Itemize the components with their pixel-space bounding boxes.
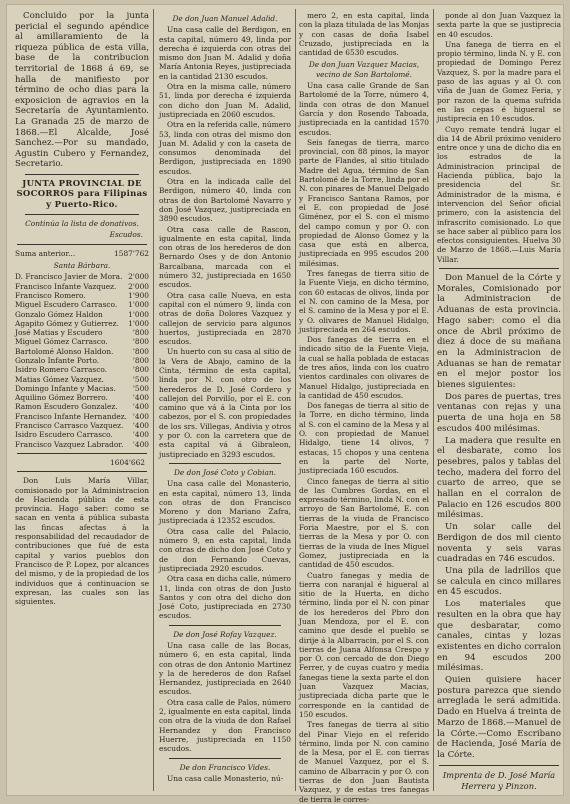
property-list xyxy=(299,81,429,804)
donation-amount: 1'000 xyxy=(128,309,149,319)
lot-item: La madera que resulte en el desbarate, como los pesebres, palos y tablas del techo, madera del forro del cuarto de arreo, que se hallan en el corralon de Palacio en 126 escudos 800 milésimas. xyxy=(437,435,561,521)
property-item: Una casa calle de las Bocas, número 6, en esta capital, linda con otras de don Antonio Martinez y la de herederos de don Rafael Hernandez, justipreciada en 2640 escudos. xyxy=(159,641,291,697)
donor-name: Isidro Romero Carrasco. xyxy=(15,365,108,375)
paragraph: Una fanega de tierra en el propio término, linda N. y E. con propiedad de Domingo Perez Vazquez, S. por la madre para el paso de las aguas y al O. con viña de Juan de Gomez Feria, y por razon de la quema sufrida en las cepas é higueral se justiprecia en 10 escudos. xyxy=(437,39,561,124)
newspaper-page xyxy=(6,4,564,804)
donation-row xyxy=(15,310,149,319)
owner-heading: De don Francisco Vides. xyxy=(179,762,271,772)
donation-row xyxy=(15,375,149,384)
donation-amount: '500 xyxy=(132,374,149,384)
printer-imprint: Imprenta de D. José María Herrera y Pinzon. xyxy=(442,769,556,791)
property-item: Cuatro fanegas y media de tierra con naranjal é higueral al sitio de la Huerta, en dicho término, linda por el N. con pinar de los herederos del Pbro don Juan Mendoza, por el E. con camino que desde el pueblo se dirije á la Albarracin, por el S. con tierras de Juana Alfonsa Crespo y por O. con cercado de don Diego Ferrer, y de cuyas cuatro y media fanegas tiene la sexta parte el don Juan Vazquez Macias, justipreciada dicha parte que le corresponde en la cantidad de 150 escudos. xyxy=(299,570,429,719)
donations-total: 1604'662 xyxy=(110,457,145,467)
column-4 xyxy=(437,11,561,791)
property-item: Una casa calle del Berdigon, en esta capital, número 49, linda por derecha é izquierda con otras del mismo don Juan M. Adalid y doña María Antonia Reyes, justipreciada en la cantidad 2130 escudos. xyxy=(159,25,291,81)
property-item: Seis fanegas de tierra, marco provincial, con 88 pinos, la mayor parte de Flandes, al sitio titulado Madre del Agua, término de San Bartolomé de la Torre, linda por el N. con pinares de Manuel Delgado y Francisco Santana Ramos, por el E. con propiedad de José Giménez, por el S. con el mismo del campo comun y por O. con propiedad de Alonso Gomez y la casa que está en alberca, justipreciada en 995 escudos 200 milésimas. xyxy=(299,137,429,268)
donation-row xyxy=(15,291,149,300)
donor-name: Francisco Vazquez Labrador. xyxy=(15,439,124,449)
donor-name: Francisco Romero. xyxy=(15,290,86,300)
divider xyxy=(17,453,147,454)
donation-amount: '400 xyxy=(132,430,149,440)
owner-heading: De don José Coto y Cobian. xyxy=(174,467,276,477)
column-3 xyxy=(299,11,429,804)
donation-amount: 1'000 xyxy=(128,300,149,310)
divider xyxy=(169,463,281,464)
municipal-notice: Concluido por la junta pericial el segundo apéndice al amillaramiento de la riqueza pública de esta villa, base de la contribucion territorial de 1868 á 69, se halla de manifiesto por término de ocho dias para la exposicion de agravios en la Secretaría de Ayuntamiento. La Granada 25 de marzo de 1868.—El Alcalde, José Sanchez.—Por su mandado, Agustin Cubero y Fernandez, Secretario. xyxy=(15,11,149,170)
donation-row xyxy=(15,440,149,449)
donor-name: Francisco Carrasco Vazquez. xyxy=(15,421,124,431)
lot-item: Una pila de ladrillos que se calcula en cinco millares en 45 escudos. xyxy=(437,566,561,598)
previous-sum-label: Suma anterior... xyxy=(15,248,76,258)
donation-amount: 1'900 xyxy=(128,290,149,300)
divider xyxy=(439,268,559,269)
property-item: Dos fanegas de tierra en el indicado sitio de la Fuente Vieja, la cual se halla poblada de estacas de tres años, linda con los cuatro vientos cardinales con olivares de Manuel Hidalgo, justipreciada en la cantidad de 450 escudos. xyxy=(299,335,429,400)
property-item: Otra casa calle del Palacio, número 9, en esta capital, linda con otras de dicho don José Coto y de don Fernando Cuevas, justipreciada 2920 escudos. xyxy=(159,526,291,573)
lot-item: Dos pares de puertas, tres ventanas con rejas y una puerta de una hoja en 58 escudos 400 milésimas. xyxy=(437,391,561,434)
donor-name: D. Francisco Javier de Mora. xyxy=(15,272,123,282)
paragraph: Cuyo remate tendrá lugar el dia 14 de Abril próximo venidero entre once y una de dicho dia en los estrados de la Administracion principal de Hacienda pública, bajo la presidencia del Sr. Administrador de la misma, é intervencion del Señor oficial primero, con la asistencia del infrascrito comisionado. Lo que se hace saber al público para los efectos consiguientes. Huelva 30 de Marzo de 1868.—Luis María Villar. xyxy=(437,124,561,264)
column-2 xyxy=(159,11,291,791)
donation-row xyxy=(15,319,149,328)
donation-row xyxy=(15,402,149,411)
list-continues-note: Continúa la lista de donativos. xyxy=(25,219,139,229)
donor-name: Miguel Gómez Carrasco. xyxy=(15,337,108,347)
paragraph: mero 2, en esta capital, linda con la plaza titulada de las Monjas y con casas de doña Isabel Cruzado, justipreciada en la cantidad de 6530 escudos. xyxy=(299,11,429,58)
donation-row xyxy=(15,412,149,421)
previous-sum-value: 1587'762 xyxy=(114,248,149,258)
divider xyxy=(439,765,559,766)
donor-name: José Matias y Escudero xyxy=(15,328,103,338)
donation-row xyxy=(15,328,149,337)
donation-amount: '800 xyxy=(132,346,149,356)
donation-row xyxy=(15,300,149,309)
property-item: Otra en la referida calle, número 53, linda con otras del mismo don Juan M. Adalid y con la caseta de consumos denominada del Berdigon, justipreciada en 1890 escudos. xyxy=(159,120,291,176)
donation-row xyxy=(15,337,149,346)
owner-heading: De don José Rofay Vazquez. xyxy=(173,629,277,639)
column-rule xyxy=(295,9,296,791)
donation-row xyxy=(15,272,149,281)
donation-amount: '800 xyxy=(132,355,149,365)
divider xyxy=(25,214,139,215)
donor-name: Bartolomé Alonso Haldon. xyxy=(15,346,114,356)
property-item: Otra en la indicada calle del Berdigon, número 40, linda con otras de don Bartolomé Navarro y don José Vazquez, justipreciada en 3890 escudos. xyxy=(159,177,291,224)
donation-amount: '800 xyxy=(132,328,149,338)
donor-name: Francisco Infante Vazquez. xyxy=(15,281,117,291)
property-item: Tres fanegas de tierra al sitio del Pinar Viejo en el referido término, linda por N. con camino de la Mesa, por el E. con tierras de Manuel Vazquez, por el S. camino de Albarracin y por O. con tierras de don Juan Bautista Vazquez, y de estas tres fanegas de tierra le corres- xyxy=(299,720,429,804)
donation-amount: '400 xyxy=(132,411,149,421)
divider xyxy=(169,758,281,759)
donation-list xyxy=(15,272,149,449)
divider xyxy=(169,625,281,626)
donation-amount: 2'000 xyxy=(128,272,149,282)
auction-notice-intro: Don Luis María Villar, comisionado por la Administracion de Hacienda pública de esta provincia. Hago saber: como se sacan en venta á pública subasta las fincas afectas á la responsabilidad del recaudador de contribuciones que fué de esta capital y varios pueblos don Francisco de P. Lopez, por alcances del mismo, y de la propiedad de los individuos que á continuacion se expresan, las cuales son las siguientes. xyxy=(15,476,149,607)
donation-amount: '400 xyxy=(132,439,149,449)
donor-name: Matias Gómez Vazquez. xyxy=(15,374,104,384)
customs-notice: Don Manuel de la Córte y Morales, Comisionado por la Administracion de Aduanas de esta provincia. Hago saber: como el dia once de Abril próximo de diez á doce de su mañana en la Administracion de Aduanas se han de rematar en el mejor postor los bienes siguientes: xyxy=(437,273,561,391)
property-item: Otra casa en dicha calle, número 11, linda con otras de don Justo Santos y con otra del dicho don José Coto, justipreciada en 2730 escudos. xyxy=(159,574,291,621)
property-item: Tres fanegas de tierra sitio de la Fuente Vieja, en dicho término, con 60 estacas de olivos, linda por el N. con camino de la Mesa, por el S. camino de la Mesa y por el E. y O. olivares de Manuel Hidalgo, justipreciada en 264 escudos. xyxy=(299,269,429,334)
owner-heading: De don Juan Vazquez Macias, vecino de San Bartolomé. xyxy=(308,60,420,79)
property-item: Una casa calle Grande de San Bartolomé de la Torre, número 4, linda con otras de don Manuel García y don Rosendo Taboada, justipreciada en la cantidad 1570 escudos. xyxy=(299,81,429,137)
donation-row xyxy=(15,282,149,291)
lot-item: Los materiales que resulten en la obra que hay que desbaratar, como canales, cintas y lozas existentes en dicho corralon en 94 escudos 200 milésimas. xyxy=(437,599,561,674)
donation-amount: 2'000 xyxy=(128,281,149,291)
divider xyxy=(25,174,139,175)
paragraph: ponde al don Juan Vazquez la sexta parte la que se justiprecia en 40 escudos. xyxy=(437,11,561,39)
donation-row xyxy=(15,356,149,365)
donation-amount: '400 xyxy=(132,393,149,403)
property-item: Otra casa calle de Rascon, igualmente en esta capital, linda con otras de los herederos de don Bernardo Oses y de don Antonio Barcalbana, marcada con el número 32, justipreciada en 1650 escudos. xyxy=(159,224,291,290)
donor-name: Agapito Gómez y Gutierrez. xyxy=(15,318,119,328)
donor-name: Domingo Infante y Macias. xyxy=(15,383,116,393)
owner-heading: De don Juan Manuel Adalid. xyxy=(172,14,278,23)
donor-name: Gonzalo Gómez Haldon xyxy=(15,309,103,319)
property-item: Otra en la misma calle, número 51, linda por derecha é izquierda con dicho don Juan M. Adalid, justipreciada en 2060 escudos. xyxy=(159,82,291,119)
divider xyxy=(17,471,147,472)
property-item: Otra casa calle Nueva, en esta capital con el número 9, linda con otras de doña Dolores Vazquez y callejon de servicio para algunos huertos, justipreciada en 2870 escudos. xyxy=(159,290,291,347)
donation-row xyxy=(15,393,149,402)
donor-name: Isidro Escudero Carrasco. xyxy=(15,430,113,440)
property-item: Un huerto con su casa al sitio de la Vera de Abajo, camino de la Cinta, término de esta capital, linda por N. con otro de los herederos de D. José Cordero y callejon del Porvillo, por el E. con camino que vá á la Cinta por los cabezos, por el S. con propiedades de los srs. Villegas, Andivia y otros y por O. con la carretera que de esta capital vá á Gibraleon, justipreciado en 3293 escudos. xyxy=(159,347,291,459)
donor-name: Miguel Escudero Carrasco. xyxy=(15,300,118,310)
donation-row xyxy=(15,430,149,439)
previous-sum-row xyxy=(15,249,149,258)
junta-title: JUNTA PROVINCIAL DE SOCORROS para Filipinas y Puerto-Rico. xyxy=(16,178,148,210)
column-rule xyxy=(153,9,154,791)
divider xyxy=(17,244,147,245)
property-item: Cinco fanegas de tierra al sitio de las Cumbres Gordas, en el expresado término, linda N. con el arroyo de San Bartolomé, E. con tierras de la viuda de Francisco Foria Maestre, por el S. con tierras de la Mesa y por O. con tierras de la viuda de Ines Miguel Gomez, justipreciada en la cantidad de 450 escudos. xyxy=(299,476,429,570)
donor-name: Aquilino Gómez Borrero. xyxy=(15,393,108,403)
property-item: Otra casa calle de Palos, número 2, igualmente en esta capital, linda con otra de la viuda de don Rafael Hernandez y don Francisco Huerre, justipreciada en 1150 escudos. xyxy=(159,697,291,754)
property-item: Dos fanegas de tierra al sitio de la Torre, en dicho término, linda al S. con el camino de la Mesa y al O. con propiedad de Manuel Hidalgo, tiene 14 olivos, 7 estacas, 15 chopos y una centena en la parte del Norte, justipreciada 160 escudos. xyxy=(299,401,429,476)
donation-row xyxy=(15,347,149,356)
donation-amount: '800 xyxy=(132,365,149,375)
donor-name: Ramon Escudero Gonzalez. xyxy=(15,402,118,412)
column-rule xyxy=(433,9,434,791)
donation-amount: 1'000 xyxy=(128,318,149,328)
donation-row xyxy=(15,421,149,430)
property-item: Una casa calle Monasterio, nú- xyxy=(167,773,284,783)
escudos-header: Escudos. xyxy=(109,230,143,240)
column-1 xyxy=(15,11,149,791)
donor-name: Francisco Infante Hernandez. xyxy=(15,411,127,421)
donation-amount: '500 xyxy=(132,383,149,393)
donor-name: Gonzalo Infante Porto. xyxy=(15,355,100,365)
closing-paragraph: Quien quisiere hacer postura parezca que siendo arreglada le será admitida. Dado en Huelva á treinta de Marzo de 1868.—Manuel de la Córte.—Como Escribano de Hacienda, José María de la Córte. xyxy=(437,675,561,760)
donation-row xyxy=(15,365,149,374)
section-heading: Santa Bárbara. xyxy=(53,261,111,271)
donation-amount: '400 xyxy=(132,421,149,431)
property-item: Una casa calle del Monasterio, en esta capital, número 13, linda con otras de don Francisco Moreno y don Mariano Zafra, justipreciada á 12352 escudos. xyxy=(159,479,291,526)
lot-item: Un solar calle del Berdigon de dos mil ciento noventa y seis varas cuadradas en 746 escudos. xyxy=(437,522,561,565)
donation-amount: '400 xyxy=(132,402,149,412)
donation-amount: '800 xyxy=(132,337,149,347)
donation-row xyxy=(15,384,149,393)
